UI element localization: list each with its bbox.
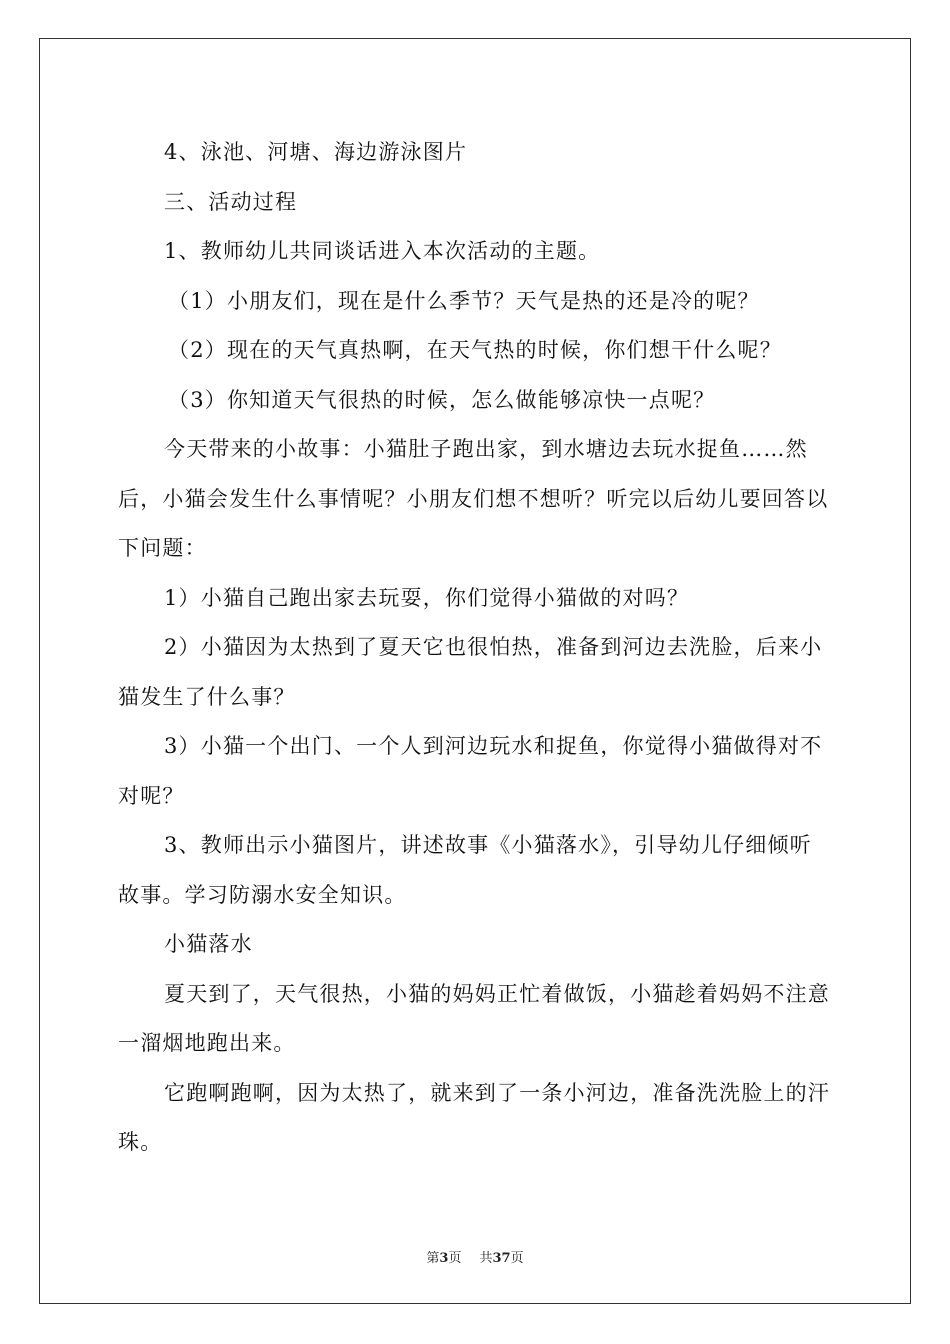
page-suffix: 页 [448,1251,462,1266]
paragraph: 夏天到了，天气很热，小猫的妈妈正忙着做饭，小猫趁着妈妈不注意一溜烟地跑出来。 [118,981,830,1055]
question-item: 2）小猫因为太热到了夏天它也很怕热，准备到河边去洗脸，后来小猫发生了什么事？ [118,635,823,709]
document-body [118,128,834,1168]
page-prefix: 第 [426,1251,440,1266]
page-footer [0,1247,950,1266]
question-item: （1）小朋友们，现在是什么季节？天气是热的还是冷的呢？ [168,288,760,313]
question-item: 3）小猫一个出门、一个人到河边玩水和捉鱼，你觉得小猫做得对不对呢？ [118,734,823,808]
section-heading: 三、活动过程 [164,189,298,214]
total-prefix: 共 [479,1251,493,1266]
paragraph: 4、泳池、河塘、海边游泳图片 [164,140,468,164]
page-number: 3 [439,1251,449,1266]
total-suffix: 页 [510,1251,524,1266]
question-item: （3）你知道天气很热的时候，怎么做能够凉快一点呢？ [168,387,716,412]
paragraph: 今天带来的小故事：小猫肚子跑出家，到水塘边去玩水捉鱼……然后，小猫会发生什么事情呢？小朋友们想不想听？听完以后幼儿要回答以下问题： [118,437,829,560]
question-item: （2）现在的天气真热啊，在天气热的时候，你们想干什么呢？ [168,338,782,362]
paragraph: 1、教师幼儿共同谈话进入本次活动的主题。 [164,239,601,263]
total-pages: 37 [492,1251,511,1266]
story-title: 小猫落水 [164,932,253,956]
question-item: 1）小猫自己跑出家去玩耍，你们觉得小猫做的对吗？ [164,585,690,610]
paragraph: 它跑啊跑啊，因为太热了，就来到了一条小河边，准备洗洗脸上的汗珠。 [118,1080,830,1154]
paragraph: 3、教师出示小猫图片，讲述故事《小猫落水》，引导幼儿仔细倾听故事。学习防溺水安全知识。 [118,833,812,907]
